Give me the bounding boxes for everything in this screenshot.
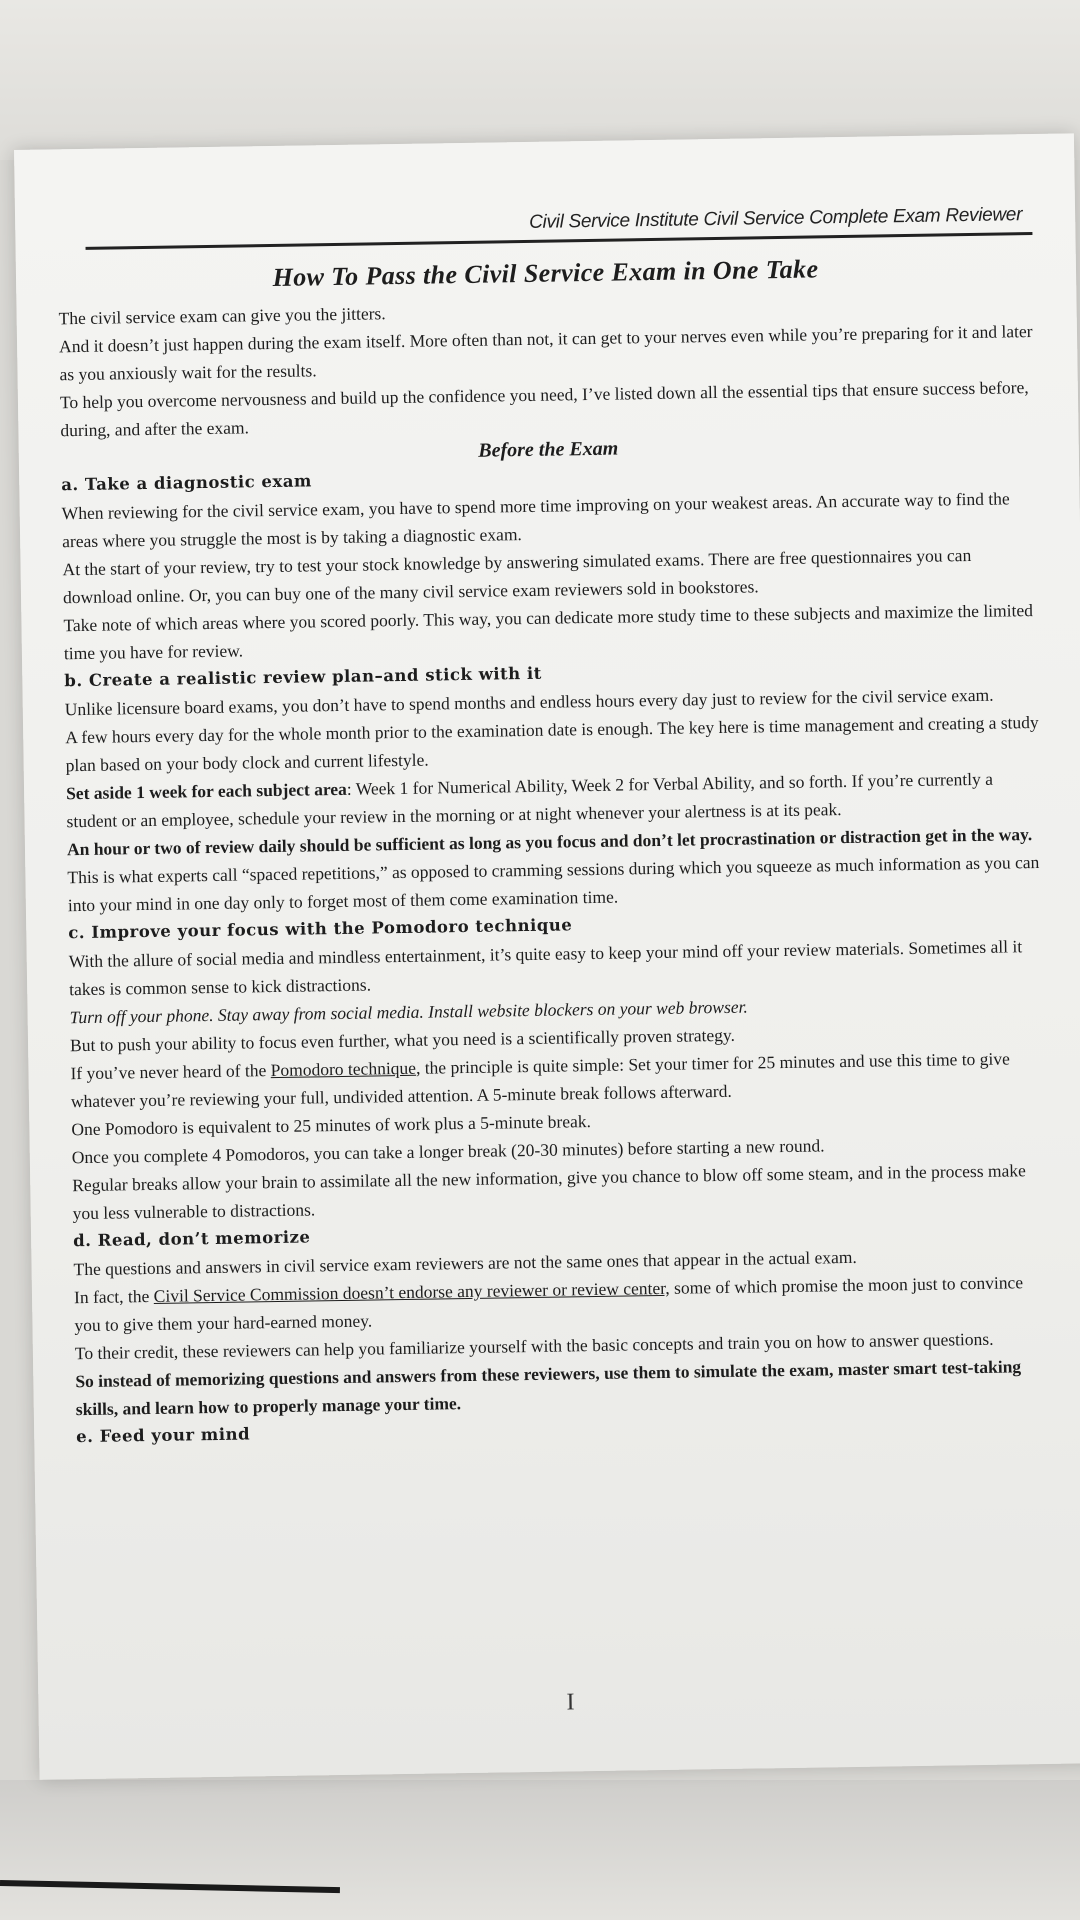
subheading-c: c. Improve your focus with the Pomodoro technique	[68, 915, 573, 943]
bold-text: Set aside 1 week for each subject area	[65, 778, 347, 804]
paragraph: Take note of which areas where you scored poorly. This way, you can dedicate more study time to these subjects and maximize the limited time you have for review.	[63, 600, 1034, 664]
intro-paragraph: The civil service exam can give you the jitters.	[58, 303, 386, 329]
running-header: Civil Service Institute Civil Service Complete Exam Reviewer	[528, 204, 1023, 233]
paragraph: One Pomodoro is equivalent to 25 minutes of work plus a 5-minute break.	[71, 1111, 592, 1140]
paragraph: At the start of your review, try to test your stock knowledge by answering simulated exams. There are free questionnaires you can download online. Or, you can buy one of the many civil service exam reviewers sold in bookstores.	[62, 545, 972, 608]
text: In fact, the	[73, 1285, 154, 1308]
paragraph: But to push your ability to focus even further, what you need is a scientifically proven strategy.	[69, 1024, 736, 1056]
paragraph: To their credit, these reviewers can help you familiarize yourself with the basic concepts and train you on how to answer questions.	[74, 1328, 994, 1364]
page-content	[57, 204, 1051, 1451]
subheading-a: a. Take a diagnostic exam	[61, 471, 313, 495]
csc-link[interactable]: Civil Service Commission doesn’t endorse any reviewer or review center,	[153, 1277, 670, 1306]
paragraph: The questions and answers in civil service exam reviewers are not the same ones that appear in the actual exam.	[73, 1246, 857, 1280]
paragraph: With the allure of social media and mindless entertainment, it’s quite easy to keep your mind off your review materials. Sometimes all it takes is common sense to kick distractions.	[68, 936, 1023, 1000]
subheading-d: d. Read, don’t memorize	[72, 1227, 311, 1251]
paragraph: Regular breaks allow your brain to assimilate all the new information, give you chance to blow off some steam, and in the process make you less vulnerable to distractions.	[72, 1160, 1026, 1224]
text: This is what experts call “spaced repetitions,” as opposed to cramming sessions during which you squeeze as much information as you can into your mind in one day only to forget most of them come examination time.	[67, 851, 1040, 916]
paragraph: Once you complete 4 Pomodoros, you can take a longer break (20-30 minutes) before starting a new round.	[71, 1135, 825, 1168]
section-heading: Before the Exam	[478, 437, 619, 462]
italic-paragraph: Turn off your phone. Stay away from social media. Install website blockers on your web browser.	[69, 996, 748, 1028]
intro-paragraph: To help you overcome nervousness and build up the confidence you need, I’ve listed down all the essential tips that ensure success before, during, and after the exam.	[59, 377, 1029, 441]
bold-text: An hour or two of review daily should be sufficient as long as you focus and don’t let procrastination or distraction get in the way.	[66, 824, 1033, 860]
text: : Week 1 for Numerical Ability, Week 2 for Verbal Ability, and so forth. If you’re currently a student or an employee, schedule your review in the morning or at night whenever your alertness is at its peak.	[66, 768, 994, 832]
paragraph: When reviewing for the civil service exam, you have to spend more time improving on your weakest areas. An accurate way to find the areas where you struggle the most is by taking a diagnostic exam.	[61, 488, 1010, 552]
text: If you’ve never heard of the	[70, 1060, 271, 1084]
page-title: How To Pass the Civil Service Exam in One Take	[272, 254, 819, 292]
pomodoro-link[interactable]: Pomodoro technique	[270, 1057, 417, 1081]
table-surface-bottom	[0, 1780, 1080, 1920]
subheading-b: b. Create a realistic review plan–and stick with it	[64, 663, 542, 691]
paragraph: A few hours every day for the whole month prior to the examination date is enough. The key here is time management and creating a study plan based on your body clock and current lifestyle.	[65, 711, 1039, 776]
paragraph	[67, 820, 1043, 919]
document-page	[14, 133, 1080, 1779]
subheading-e: e. Feed your mind	[76, 1424, 251, 1447]
bold-paragraph: So instead of memorizing questions and answers from these reviewers, use them to simulate the exam, master smart test-taking skills, and learn how to properly manage your time.	[75, 1356, 1022, 1420]
text: some of which promise the moon just to convince you to give them your hard-earned money.	[74, 1272, 1024, 1336]
text-cursor-icon: I	[566, 1689, 575, 1716]
paragraph: Unlike licensure board exams, you don’t have to spend months and endless hours every day just to review for the civil service exam.	[64, 684, 994, 720]
intro-paragraph: And it doesn’t just happen during the exam itself. More often than not, it can get to your nerves even while you’re preparing for it and later as you anxiously wait for the results.	[58, 321, 1033, 385]
text: , the principle is quite simple: Set your timer for 25 minutes and use this time to give whatever you’re reviewing your full, undivided attention. A 5-minute break follows afterward.	[70, 1048, 1011, 1112]
